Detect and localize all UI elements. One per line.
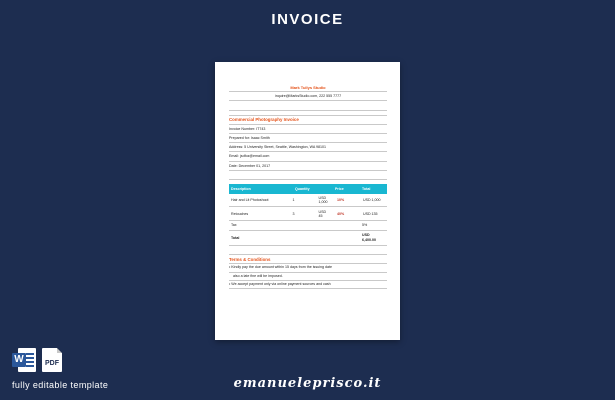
total-currency: USD	[362, 233, 370, 238]
studio-name: Mark Tullys Studio	[290, 84, 326, 90]
contact-row	[229, 92, 387, 101]
date-row	[229, 162, 387, 171]
column-quantity: Quantity	[295, 186, 310, 191]
blank-row	[229, 101, 387, 110]
total-row	[229, 231, 387, 246]
term-line: also a late fine will be imposed.	[229, 273, 387, 281]
blank-row	[229, 246, 387, 255]
prepared-for-row	[229, 134, 387, 143]
total-value: 6,400.00	[362, 237, 376, 242]
tax-value: 5%	[362, 223, 368, 228]
pdf-icon-label: PDF	[45, 360, 59, 367]
column-total: Total	[362, 186, 371, 191]
invoice-date: Date: December 01, 2017	[229, 163, 271, 168]
invoice-preview	[215, 62, 400, 340]
word-icon-letter: W	[12, 353, 26, 367]
column-description: Description	[231, 186, 251, 191]
studio-name-row	[229, 83, 387, 92]
tax-label: Tax	[231, 223, 237, 228]
tax-row	[229, 221, 387, 231]
email-row	[229, 152, 387, 161]
total-label: Total	[231, 235, 240, 240]
studio-contact: inquire@MarksStudio.com, 222 555 7777	[274, 94, 342, 99]
invoice-sheet	[229, 83, 387, 289]
address-row	[229, 143, 387, 152]
terms-title-row	[229, 255, 387, 264]
editable-template-caption: fully editable template	[12, 380, 109, 390]
invoice-number: Invoice Number: IT743	[229, 126, 266, 131]
heading-row	[229, 116, 387, 125]
client-address: Address: 5 University Street, Seattle, Washington, WA 98101	[229, 145, 327, 150]
pdf-icon	[42, 348, 62, 372]
column-price: Price	[335, 186, 344, 191]
client-email: Email: jsdfoz@email.com	[229, 154, 270, 159]
table-row: Hair and Lit Photoshoot 1 USD 1,000 10% USD 1,000	[229, 194, 387, 208]
prepared-for: Prepared for: Isaac Smith	[229, 136, 270, 141]
total-amount	[362, 233, 387, 242]
invoice-heading: Commercial Photography Invoice	[229, 117, 299, 123]
format-icons	[12, 348, 62, 372]
invoice-number-row	[229, 125, 387, 134]
term-line: • Kindly pay the due amount within 15 days from the issuing date	[229, 264, 387, 272]
terms-title: Terms & Conditions	[229, 256, 271, 262]
table-row: Retouches 3 USD 45 40% USD 135	[229, 207, 387, 221]
items-table-header	[229, 184, 387, 194]
word-icon	[12, 348, 38, 372]
blank-row	[229, 171, 387, 180]
page-title: INVOICE	[271, 11, 344, 28]
term-line: • We accept payment only via online payment sources and cash	[229, 281, 387, 289]
brand-link[interactable]: emanueleprisco.it	[233, 376, 382, 391]
